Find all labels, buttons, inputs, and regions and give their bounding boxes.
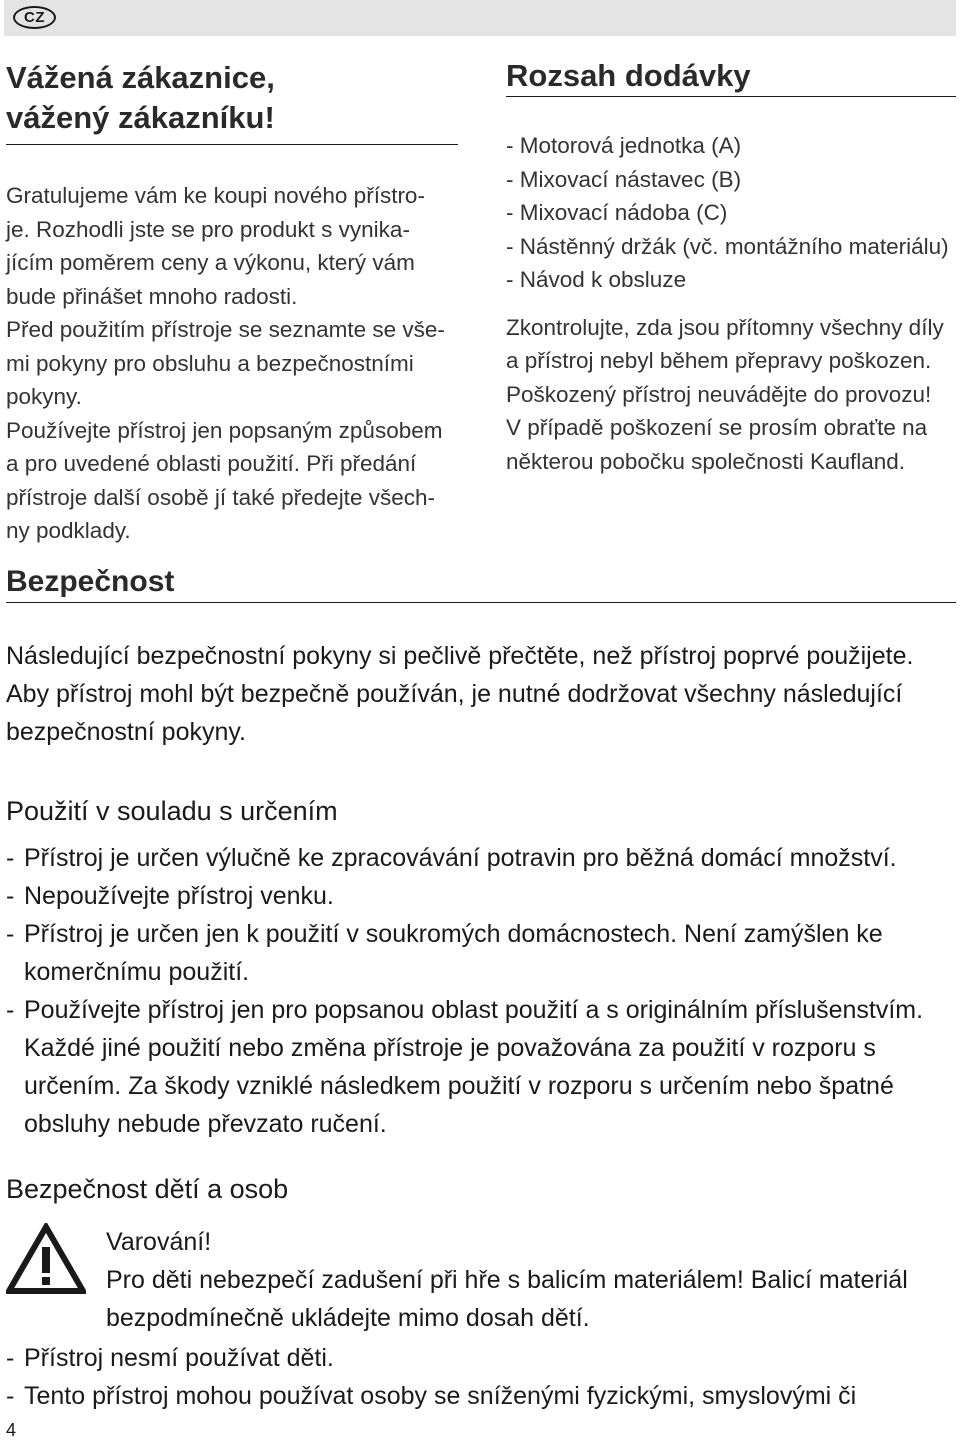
note-line: Zkontrolujte, zda jsou přítomny všechny díly (506, 314, 944, 340)
list-item: - Nástěnný držák (vč. montážního materiálu) (506, 233, 949, 259)
warning-block (6, 1223, 956, 1339)
list-item: - Mixovací nádoba (C) (506, 200, 728, 225)
list-item: - Nepoužívejte přístroj venku. (6, 877, 956, 915)
warning-text (106, 1223, 956, 1337)
warning-body: Pro děti nebezpečí zadušení při hře s balicím materiálem! Balicí materiál bezpodmínečně ukládejte mimo dosah dětí. (106, 1266, 908, 1332)
intended-use-list (6, 839, 956, 1143)
intended-use-block (6, 793, 956, 1143)
greeting-column (6, 58, 458, 548)
note-line: Poškozený přístroj neuvádějte do provozu! (506, 381, 932, 407)
list-item: - Přístroj je určen jen k použití v soukromých domácnostech. Není zamýšlen ke komerčnímu použití. (6, 915, 956, 991)
safety-section (6, 562, 956, 1415)
intro-line: přístroje další osobě jí také předejte všech- (6, 484, 435, 510)
children-safety-list (6, 1339, 956, 1415)
page-number: 4 (6, 1420, 17, 1440)
safety-title: Bezpečnost (6, 562, 956, 603)
list-item: - Používejte přístroj jen pro popsanou oblast použití a s originálním příslušenstvím. Každé jiné použití nebo změna přístroje je považována za použití v rozporu s určením. Za škody vzniklé následkem použití v rozporu s určením nebo špatné obsluhy nebude převzato ručení. (6, 991, 956, 1143)
note-line: a přístroj nebyl během přepravy poškozen. (506, 348, 932, 373)
note-line: V případě poškození se prosím obraťte na (506, 415, 928, 440)
safety-intro-line: Následující bezpečnostní pokyny si pečlivě přečtěte, než přístroj poprvé použijete. (6, 642, 914, 670)
greeting-title-line1: Vážená zákaznice, (6, 60, 275, 95)
list-item: - Návod k obsluze (506, 267, 687, 292)
intro-line: bude přinášet mnoho radosti. (6, 283, 298, 309)
warning-icon (6, 1223, 86, 1295)
intro-line: a pro uvedené oblasti použití. Při předání (6, 451, 417, 476)
language-badge: CZ (13, 6, 56, 29)
greeting-title-line2: vážený zákazníku! (6, 100, 275, 135)
intro-line: Používejte přístroj jen popsaným způsobem (6, 417, 443, 443)
greeting-title (6, 58, 458, 145)
warning-heading: Varování! (106, 1228, 212, 1256)
list-item: - Motorová jednotka (A) (506, 133, 742, 158)
delivery-scope-column (506, 56, 956, 478)
children-safety-block (6, 1171, 956, 1415)
intro-line: ny podklady. (6, 518, 131, 543)
intro-line: je. Rozhodli jste se pro produkt s vynika- (6, 216, 410, 242)
intro-line: pokyny. (6, 384, 82, 409)
delivery-scope-title: Rozsah dodávky (506, 56, 956, 97)
intro-line: Před použitím přístroje se seznamte se vše- (6, 317, 445, 342)
safety-intro-line: bezpečnostní pokyny. (6, 718, 246, 746)
intro-line: Gratulujeme vám ke koupi nového přístro- (6, 183, 425, 208)
safety-intro (6, 637, 956, 751)
intro-line: mi pokyny pro obsluhu a bezpečnostními (6, 350, 414, 376)
list-item: - Tento přístroj mohou používat osoby se sníženými fyzickými, smyslovými či (6, 1377, 956, 1415)
safety-intro-line: Aby přístroj mohl být bezpečně používán, je nutné dodržovat všechny následující (6, 680, 903, 708)
header-bar (4, 0, 956, 36)
list-item: - Přístroj nesmí používat děti. (6, 1339, 956, 1377)
list-item: - Mixovací nástavec (B) (506, 166, 742, 192)
delivery-scope-list (506, 129, 956, 297)
note-line: některou pobočku společnosti Kaufland. (506, 448, 906, 474)
greeting-text (6, 179, 458, 548)
list-item: - Přístroj je určen výlučně ke zpracovávání potravin pro běžná domácí množství. (6, 839, 956, 877)
intro-line: jícím poměrem ceny a výkonu, který vám (6, 250, 415, 275)
intended-use-title: Použití v souladu s určením (6, 796, 338, 826)
children-safety-title: Bezpečnost dětí a osob (6, 1174, 289, 1204)
delivery-check-note (506, 311, 956, 479)
